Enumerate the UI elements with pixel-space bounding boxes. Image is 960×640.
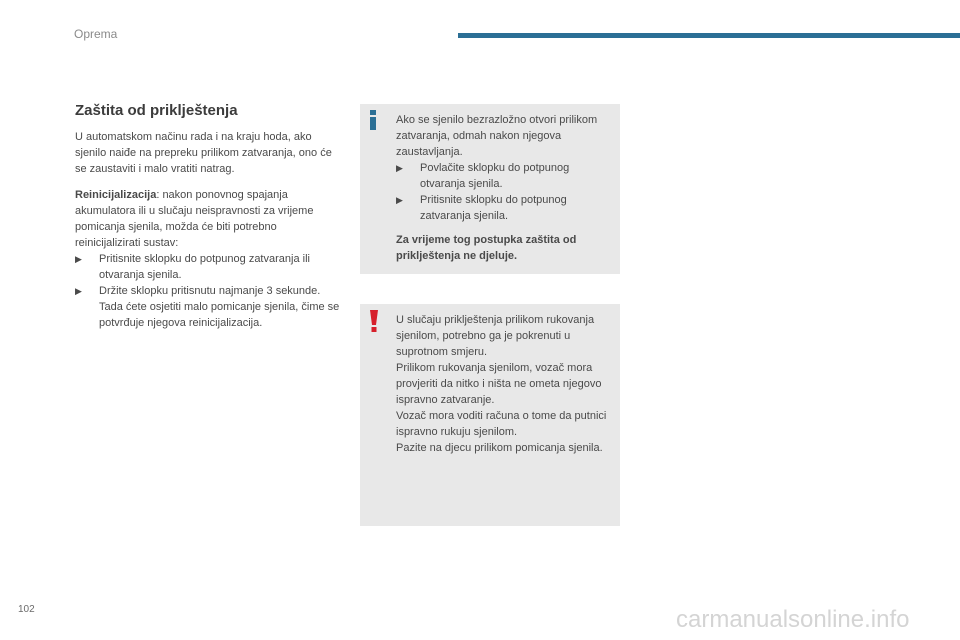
warning-paragraph: Pazite na djecu prilikom pomicanja sjenila. xyxy=(396,442,603,454)
bullet-arrow-icon: ▶ xyxy=(396,195,403,205)
reinit-text: : nakon ponovnog spajanja akumulatora ili u slučaju neispravnosti za vrijeme pomicanja sjenila, možda će biti potrebno reinicijalizirati sustav: xyxy=(75,189,314,249)
bullet-arrow-icon: ▶ xyxy=(396,163,403,173)
intro-paragraph: U automatskom načinu rada i na kraju hoda, ako sjenilo naiđe na prepreku prilikom zatvaranja, ono će se zaustaviti i malo vratiti natrag. xyxy=(75,131,332,175)
main-column xyxy=(75,102,340,331)
section-title: Oprema xyxy=(74,27,118,41)
step-text: Držite sklopku pritisnutu najmanje 3 sekunde. Tada ćete osjetiti malo pomicanje sjenila, čime se potvrđuje njegova reinicijalizacija. xyxy=(99,285,340,329)
info-step-text: Pritisnite sklopku do potpunog zatvaranja sjenila. xyxy=(420,194,567,222)
info-text: Ako se sjenilo bezrazložno otvori prilikom zatvaranja, odmah nakon njegova zaustavljanja. xyxy=(396,114,598,158)
page-heading: Zaštita od priklještenja xyxy=(75,102,238,119)
info-step-text: Povlačite sklopku do potpunog otvaranja sjenila. xyxy=(420,162,570,190)
step-text: Pritisnite sklopku do potpunog zatvaranja ili otvaranja sjenila. xyxy=(99,253,310,281)
step-item xyxy=(75,283,340,331)
warning-box xyxy=(360,304,620,526)
page-number: 102 xyxy=(18,604,35,615)
reinit-paragraph xyxy=(75,187,340,251)
warning-paragraph: Vozač mora voditi računa o tome da putnici ispravno rukuju sjenilom. xyxy=(396,410,607,438)
info-step-item xyxy=(396,192,612,224)
step-item xyxy=(75,251,340,283)
reinit-label: Reinicijalizacija xyxy=(75,189,157,201)
info-note: Za vrijeme tog postupka zaštita od priklještenja ne djeluje. xyxy=(396,234,577,262)
warning-paragraph: U slučaju priklještenja prilikom rukovanja sjenilom, potrebno ga je pokrenuti u suprotnom smjeru. xyxy=(396,314,595,358)
warning-paragraph: Prilikom rukovanja sjenilom, vozač mora provjeriti da nitko i ništa ne ometa njegovo ispravno zatvaranje. xyxy=(396,362,602,406)
exclamation-icon xyxy=(368,310,380,332)
header-rule xyxy=(458,33,960,38)
info-step-item xyxy=(396,160,612,192)
bullet-arrow-icon: ▶ xyxy=(75,254,82,264)
watermark: carmanualsonline.info xyxy=(676,606,910,633)
bullet-arrow-icon: ▶ xyxy=(75,286,82,296)
info-icon xyxy=(366,110,380,130)
info-box xyxy=(360,104,620,274)
